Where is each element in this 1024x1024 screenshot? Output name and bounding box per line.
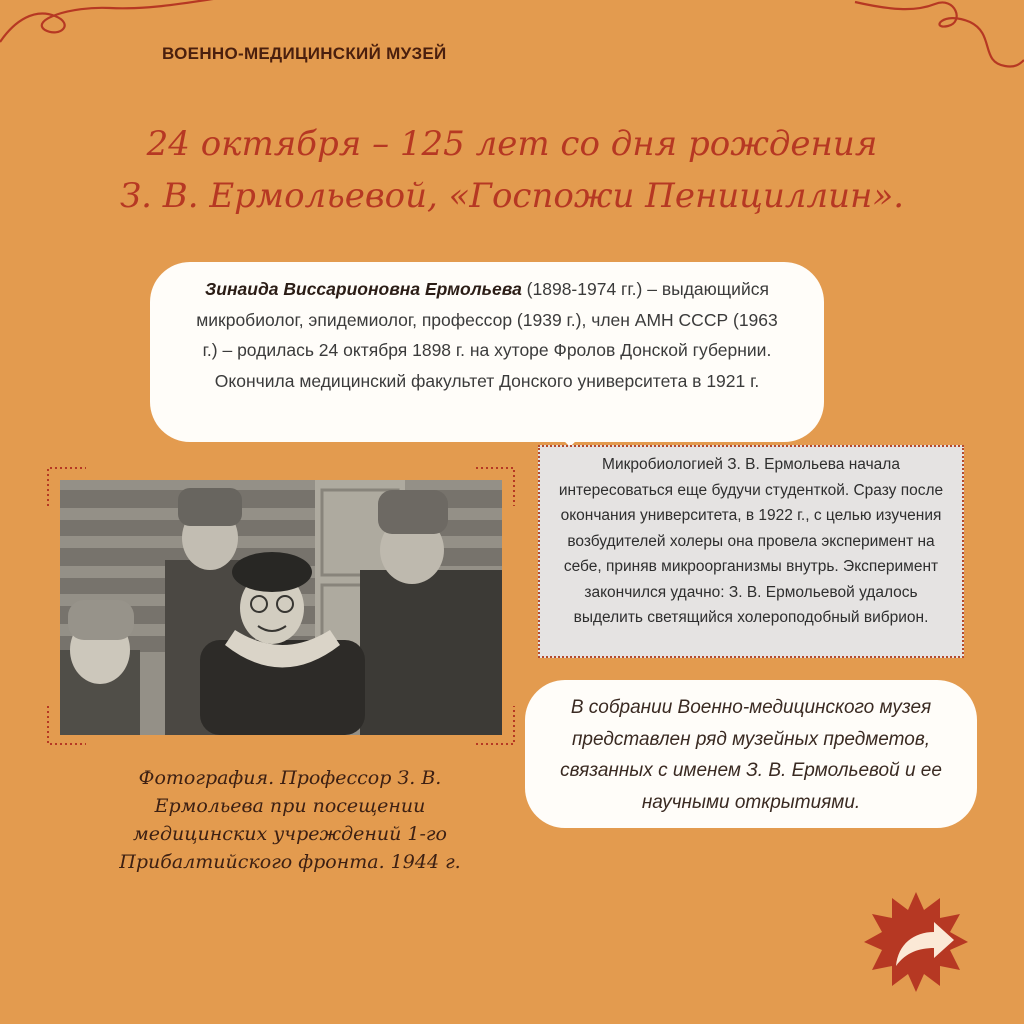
biography-name: Зинаида Виссарионовна Ермольева <box>205 279 522 299</box>
title-line-1: 24 октября – 125 лет со дня рождения <box>146 124 878 164</box>
caption-line: медицинских учреждений 1-го <box>133 823 447 845</box>
photo-caption <box>70 764 510 876</box>
collection-card: В собрании Военно-медицинского музея представлен ряд музейных предметов, связанных с именем З. В. Ермольевой и ее научными открытиями. <box>525 680 977 828</box>
historical-photo <box>60 480 502 735</box>
biography-card <box>150 262 824 442</box>
museum-brand: ВОЕННО-МЕДИЦИНСКИЙ МУЗЕЙ <box>162 44 447 63</box>
next-slide-button[interactable] <box>862 888 970 996</box>
photo-illustration <box>60 480 502 735</box>
experiment-note: Микробиологией З. В. Ермольева начала интересоваться еще будучи студенткой. Сразу после окончания университета, в 1922 г., с целью изучения возбудителей холеры она провела эксперимент на себе, приняв микроорганизмы внутрь. Эксперимент закончился удачно: З. В. Ермольевой удалось выделить светящийся холероподобный вибрион. <box>538 445 964 658</box>
title-line-2: З. В. Ермольевой, «Госпожи Пенициллин». <box>119 176 905 216</box>
wavy-line-right-icon <box>830 0 1024 90</box>
page-title <box>40 118 984 222</box>
arrow-forward-icon <box>862 888 970 996</box>
caption-line: Ермольева при посещении <box>154 795 426 817</box>
caption-line: Прибалтийского фронта. 1944 г. <box>119 851 461 873</box>
biography-text: (1898-1974 гг.) – выдающийся микробиолог, эпидемиолог, профессор (1939 г.), член АМН СССР (1963 г.) – родилась 24 октября 1898 г. на хуторе Фролов Донской губернии. Окончила медицинский факультет Донского университета в 1921 г. <box>196 279 778 391</box>
caption-line: Фотография. Профессор З. В. <box>138 767 442 789</box>
